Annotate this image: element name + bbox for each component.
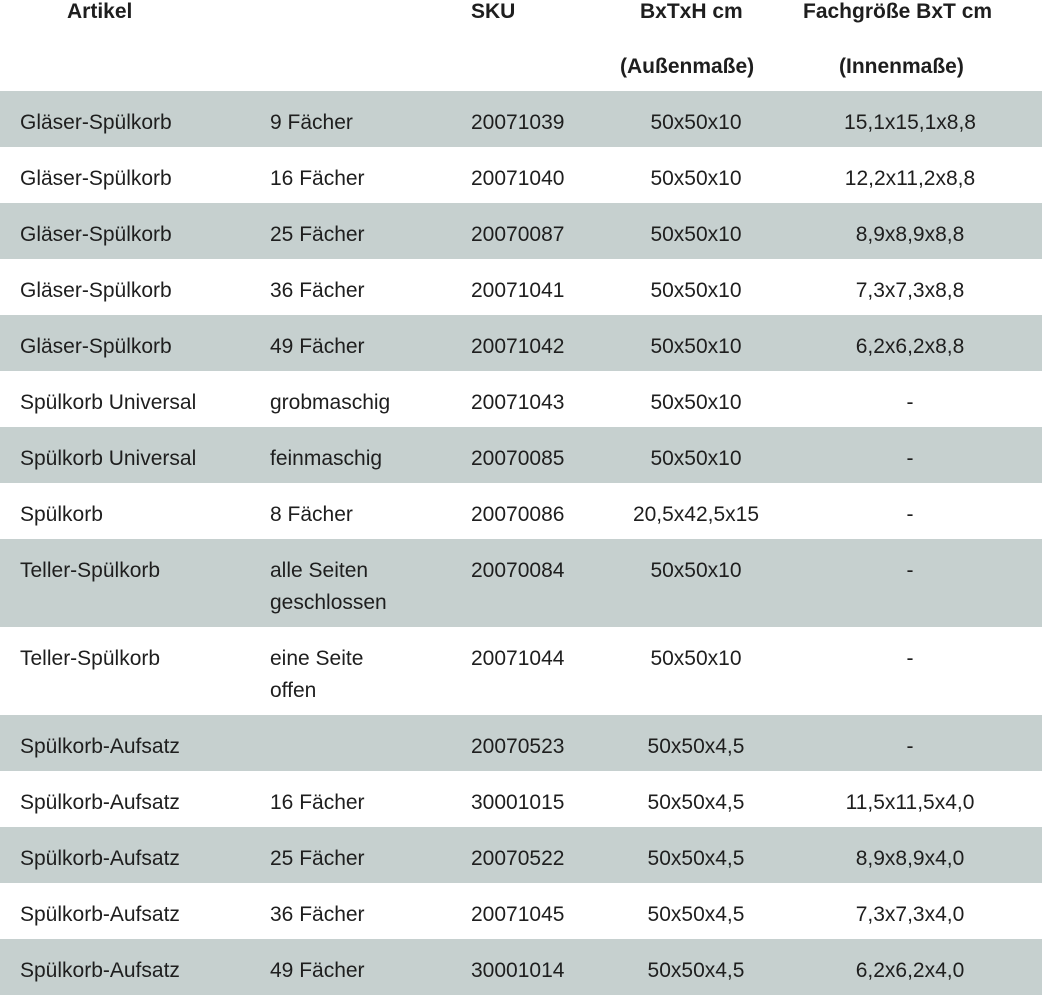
- header-outer-dimensions-sub: (Außenmaße): [620, 55, 755, 78]
- cell-artikel: Spülkorb-Aufsatz: [20, 791, 180, 814]
- cell-artikel: Spülkorb-Aufsatz: [20, 903, 180, 926]
- cell-compartment-size: -: [906, 735, 914, 758]
- cell-compartment-size: 11,5x11,5x4,0: [845, 791, 975, 814]
- cell-compartment-size: -: [906, 503, 914, 526]
- cell-compartment-size: 6,2x6,2x4,0: [855, 959, 965, 982]
- cell-variante: alle Seiten geschlossen: [270, 559, 387, 614]
- cell-compartment-size: 8,9x8,9x8,8: [855, 223, 965, 246]
- cell-variante: 49 Fächer: [270, 959, 365, 982]
- cell-outer-dimensions: 50x50x10: [650, 335, 742, 358]
- cell-outer-dimensions: 50x50x10: [650, 559, 742, 582]
- cell-artikel: Teller-Spülkorb: [20, 559, 161, 582]
- cell-compartment-size: 8,9x8,9x4,0: [855, 847, 965, 870]
- cell-outer-dimensions: 50x50x10: [650, 647, 742, 670]
- cell-artikel: Spülkorb-Aufsatz: [20, 847, 180, 870]
- cell-variante: 16 Fächer: [270, 167, 365, 190]
- cell-artikel: Gläser-Spülkorb: [20, 111, 172, 134]
- cell-artikel: Spülkorb-Aufsatz: [20, 959, 180, 982]
- table-row: [0, 827, 1042, 883]
- cell-variante: 49 Fächer: [270, 335, 365, 358]
- cell-artikel: Spülkorb Universal: [20, 391, 197, 414]
- cell-sku: 30001015: [471, 791, 565, 814]
- cell-sku: 20071041: [471, 279, 565, 302]
- cell-sku: 20070087: [471, 223, 565, 246]
- cell-artikel: Gläser-Spülkorb: [20, 167, 172, 190]
- table-row: [0, 259, 1042, 315]
- table-header: [0, 0, 1042, 91]
- cell-sku: 20071040: [471, 167, 565, 190]
- cell-variante: eine Seite offen: [270, 647, 364, 702]
- cell-sku: 20071044: [471, 647, 565, 670]
- cell-artikel: Spülkorb: [20, 503, 103, 526]
- table-row: [0, 203, 1042, 259]
- cell-sku: 30001014: [471, 959, 565, 982]
- table-row: [0, 883, 1042, 939]
- table-row: [0, 715, 1042, 771]
- cell-compartment-size: -: [906, 559, 914, 582]
- table-row: [0, 627, 1042, 715]
- table-row: [0, 147, 1042, 203]
- header-compartment-size-sub: (Innenmaße): [839, 55, 964, 78]
- cell-outer-dimensions: 50x50x4,5: [647, 903, 745, 926]
- table-row: [0, 315, 1042, 371]
- table-row: [0, 539, 1042, 627]
- header-compartment-size: Fachgröße BxT cm: [803, 0, 993, 23]
- cell-compartment-size: -: [906, 647, 914, 670]
- table-row: [0, 939, 1042, 995]
- cell-outer-dimensions: 50x50x4,5: [647, 959, 745, 982]
- cell-compartment-size: 6,2x6,2x8,8: [855, 335, 965, 358]
- cell-artikel: Gläser-Spülkorb: [20, 279, 172, 302]
- cell-sku: 20070086: [471, 503, 565, 526]
- cell-sku: 20070084: [471, 559, 565, 582]
- cell-compartment-size: 7,3x7,3x4,0: [855, 903, 965, 926]
- cell-compartment-size: 15,1x15,1x8,8: [844, 111, 976, 134]
- cell-artikel: Spülkorb-Aufsatz: [20, 735, 180, 758]
- cell-outer-dimensions: 50x50x10: [650, 279, 742, 302]
- cell-outer-dimensions: 50x50x10: [650, 111, 742, 134]
- header-artikel: Artikel: [67, 0, 133, 23]
- cell-outer-dimensions: 50x50x10: [650, 447, 742, 470]
- cell-artikel: Gläser-Spülkorb: [20, 223, 172, 246]
- cell-variante: 25 Fächer: [270, 847, 365, 870]
- cell-outer-dimensions: 50x50x10: [650, 223, 742, 246]
- table-row: [0, 771, 1042, 827]
- cell-compartment-size: -: [906, 391, 914, 414]
- cell-sku: 20070523: [471, 735, 565, 758]
- cell-variante: 8 Fächer: [270, 503, 353, 526]
- cell-compartment-size: -: [906, 447, 914, 470]
- cell-outer-dimensions: 50x50x4,5: [647, 847, 745, 870]
- cell-sku: 20070085: [471, 447, 565, 470]
- header-outer-dimensions: BxTxH cm: [640, 0, 743, 23]
- cell-outer-dimensions: 50x50x10: [650, 167, 742, 190]
- cell-variante: 9 Fächer: [270, 111, 353, 134]
- cell-variante: 16 Fächer: [270, 791, 365, 814]
- table-body: [0, 91, 1042, 995]
- cell-sku: 20071039: [471, 111, 565, 134]
- cell-sku: 20071043: [471, 391, 565, 414]
- cell-artikel: Teller-Spülkorb: [20, 647, 161, 670]
- table-row: [0, 91, 1042, 147]
- cell-variante: 36 Fächer: [270, 279, 365, 302]
- cell-sku: 20071045: [471, 903, 565, 926]
- cell-outer-dimensions: 50x50x4,5: [647, 735, 745, 758]
- cell-variante: 25 Fächer: [270, 223, 365, 246]
- cell-outer-dimensions: 50x50x10: [650, 391, 742, 414]
- cell-variante: grobmaschig: [270, 391, 391, 414]
- cell-sku: 20071042: [471, 335, 565, 358]
- cell-outer-dimensions: 20,5x42,5x15: [632, 503, 760, 526]
- header-sku: SKU: [471, 0, 516, 23]
- cell-compartment-size: 12,2x11,2x8,8: [844, 167, 976, 190]
- cell-sku: 20070522: [471, 847, 565, 870]
- cell-variante: 36 Fächer: [270, 903, 365, 926]
- cell-compartment-size: 7,3x7,3x8,8: [855, 279, 965, 302]
- cell-artikel: Spülkorb Universal: [20, 447, 197, 470]
- cell-artikel: Gläser-Spülkorb: [20, 335, 172, 358]
- table-row: [0, 483, 1042, 539]
- table-row: [0, 427, 1042, 483]
- table-row: [0, 371, 1042, 427]
- cell-outer-dimensions: 50x50x4,5: [647, 791, 745, 814]
- cell-variante: feinmaschig: [270, 447, 383, 470]
